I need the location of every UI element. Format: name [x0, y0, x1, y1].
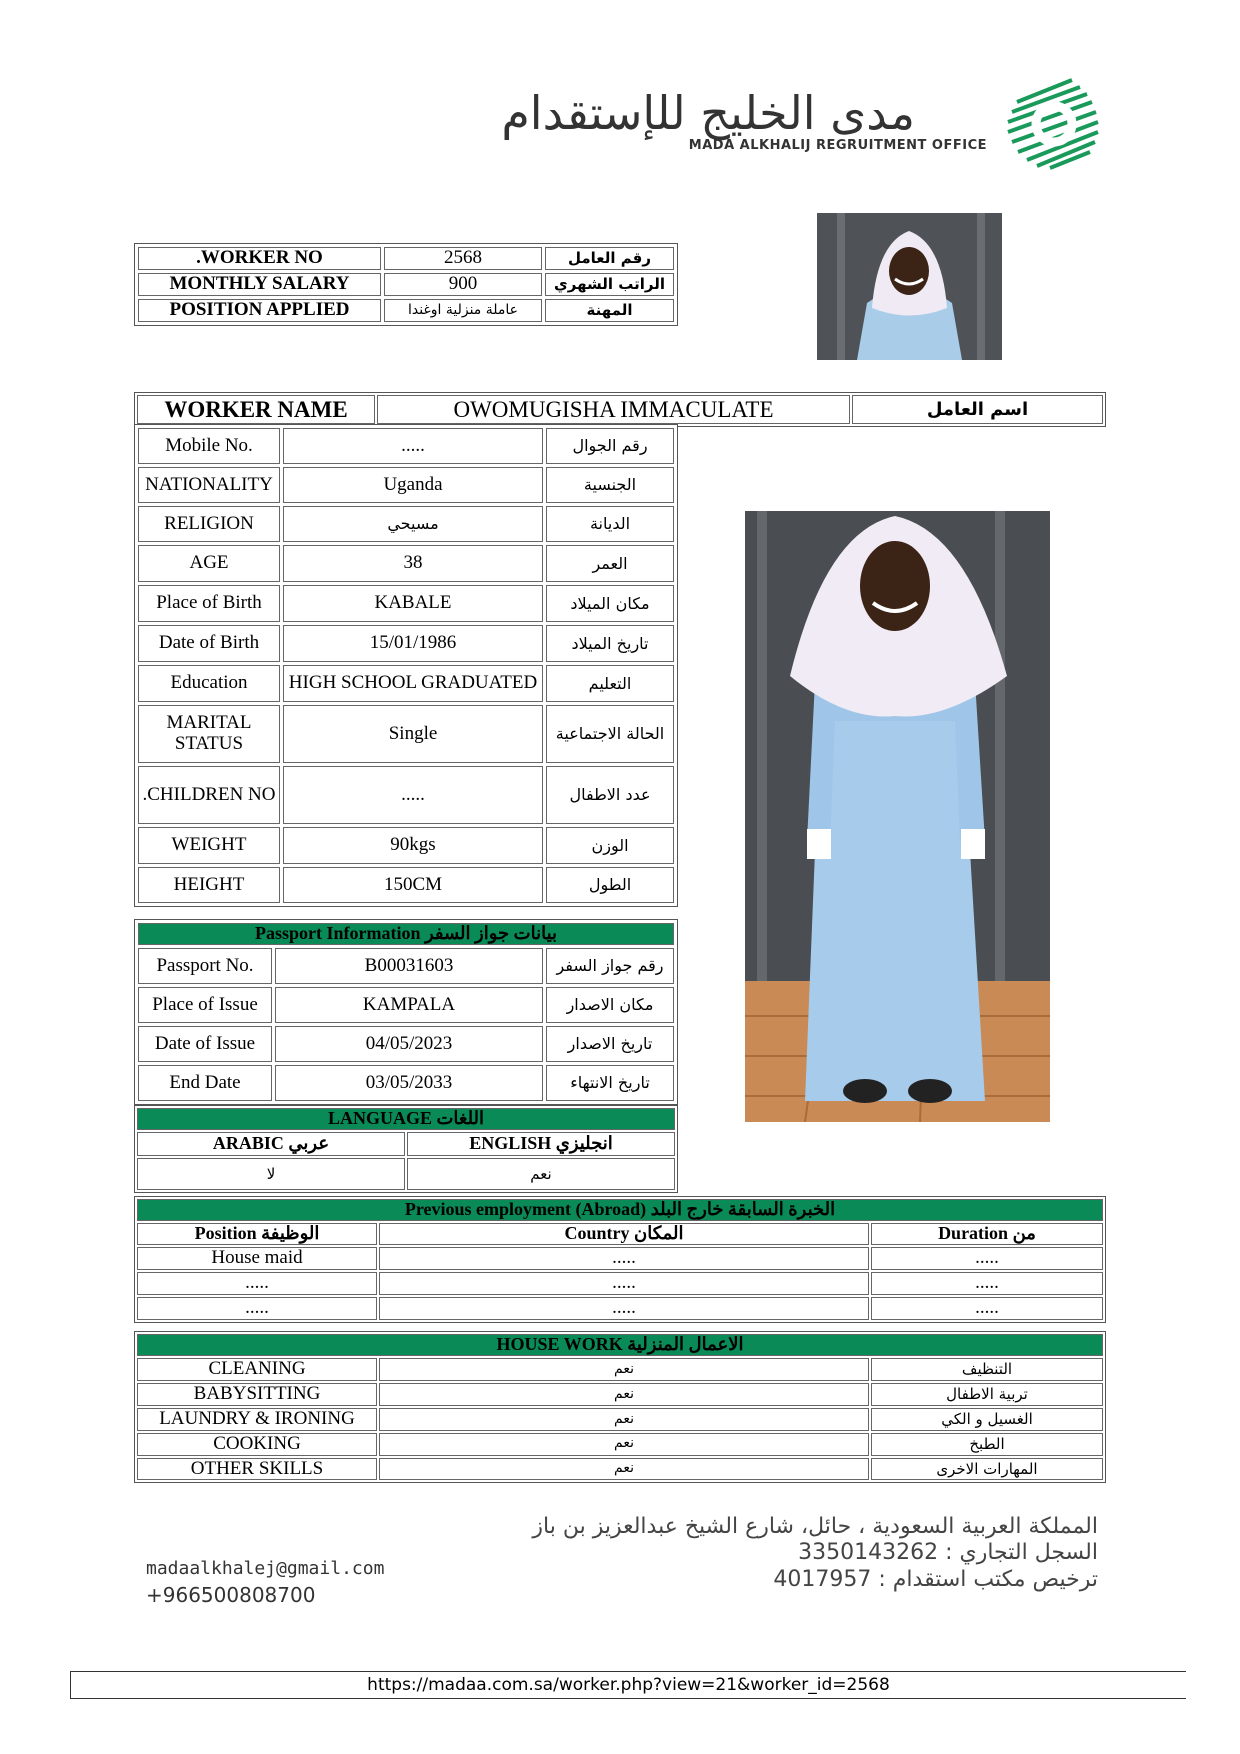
end-date-value: 03/05/2033	[275, 1065, 543, 1101]
employment-position: House maid	[137, 1247, 377, 1270]
height-label: HEIGHT	[138, 867, 280, 903]
table-row	[137, 1408, 1103, 1431]
age-value: 38	[283, 545, 543, 582]
employment-position: .....	[137, 1297, 377, 1320]
babysitting-label-ar: تربية الاطفال	[871, 1383, 1103, 1406]
marital-status-label-ar: الحالة الاجتماعية	[546, 705, 674, 763]
mobile-value: .....	[283, 428, 543, 464]
page-url[interactable]: https://madaa.com.sa/worker.php?view=21&worker_id=2568	[70, 1671, 1186, 1699]
worker-photo-small	[817, 213, 1002, 360]
license-line: ترخيص مكتب استقدام : 4017957	[773, 1566, 1098, 1592]
logo-english-text: MADA ALKHALIJ REGRUITMENT OFFICE	[688, 138, 987, 153]
cooking-label-ar: الطبخ	[871, 1433, 1103, 1456]
education-label-ar: التعليم	[546, 665, 674, 702]
footer-contact	[146, 1556, 384, 1609]
height-label-ar: الطول	[546, 867, 674, 903]
table-row	[137, 1358, 1103, 1381]
table-row	[137, 1458, 1103, 1481]
table-row	[138, 867, 674, 903]
babysitting-value: نعم	[379, 1383, 869, 1406]
table-row	[138, 625, 674, 662]
passport-section-header: Passport Information بيانات جواز السفر	[138, 923, 674, 945]
date-of-issue-label-ar: تاريخ الاصدار	[546, 1026, 674, 1062]
table-row	[137, 1199, 1103, 1221]
date-of-issue-label: Date of Issue	[138, 1026, 272, 1062]
worker-name-label: WORKER NAME	[137, 395, 375, 424]
employment-country: .....	[379, 1272, 869, 1295]
table-row	[138, 948, 674, 984]
table-row	[138, 987, 674, 1023]
table-row	[138, 923, 674, 945]
table-row	[137, 1433, 1103, 1456]
place-of-issue-label-ar: مكان الاصدار	[546, 987, 674, 1023]
details-table	[134, 424, 678, 907]
date-of-birth-label-ar: تاريخ الميلاد	[546, 625, 674, 662]
babysitting-label: BABYSITTING	[137, 1383, 377, 1406]
worker-no-label: .WORKER NO	[138, 247, 381, 270]
height-value: 150CM	[283, 867, 543, 903]
table-row	[138, 273, 674, 296]
arabic-language-value: لا	[137, 1158, 405, 1190]
marital-status-value: Single	[283, 705, 543, 763]
worker-photo-full	[745, 511, 1050, 1122]
arabic-language-label: ARABIC عربي	[137, 1132, 405, 1156]
email-text[interactable]: madaalkhalej@gmail.com	[146, 1558, 385, 1579]
employment-duration: .....	[871, 1272, 1103, 1295]
table-row	[137, 1108, 675, 1130]
nationality-label: NATIONALITY	[138, 467, 280, 503]
weight-label: WEIGHT	[138, 827, 280, 864]
table-row	[137, 395, 1103, 424]
table-row	[137, 1223, 1103, 1245]
laundry-ironing-label: LAUNDRY & IRONING	[137, 1408, 377, 1431]
other-skills-value: نعم	[379, 1458, 869, 1481]
english-language-value: نعم	[407, 1158, 675, 1190]
footer-address	[532, 1514, 1098, 1593]
monthly-salary-value: 900	[384, 273, 542, 296]
table-row	[138, 299, 674, 322]
housework-section-header: HOUSE WORK الاعمال المنزلية	[137, 1334, 1103, 1356]
worker-name-value: OWOMUGISHA IMMACULATE	[377, 395, 850, 424]
english-language-label: ENGLISH انجليزي	[407, 1132, 675, 1156]
table-row	[138, 585, 674, 622]
phone-text[interactable]: +966500808700	[146, 1583, 316, 1608]
cleaning-label: CLEANING	[137, 1358, 377, 1381]
position-column-header: Position الوظيفة	[137, 1223, 377, 1245]
employment-position: .....	[137, 1272, 377, 1295]
nationality-value: Uganda	[283, 467, 543, 503]
table-row	[137, 1297, 1103, 1320]
religion-label: RELIGION	[138, 506, 280, 542]
other-skills-label-ar: المهارات الاخرى	[871, 1458, 1103, 1481]
cleaning-label-ar: التنظيف	[871, 1358, 1103, 1381]
worker-name-label-ar: اسم العامل	[852, 395, 1103, 424]
place-of-issue-value: KAMPALA	[275, 987, 543, 1023]
end-date-label-ar: تاريخ الانتهاء	[546, 1065, 674, 1101]
other-skills-label: OTHER SKILLS	[137, 1458, 377, 1481]
monthly-salary-label-ar: الراتب الشهري	[545, 273, 674, 296]
table-row	[138, 665, 674, 702]
laundry-ironing-value: نعم	[379, 1408, 869, 1431]
date-of-issue-value: 04/05/2023	[275, 1026, 543, 1062]
worker-no-value: 2568	[384, 247, 542, 270]
date-of-birth-label: Date of Birth	[138, 625, 280, 662]
table-row	[138, 1065, 674, 1101]
table-row	[137, 1272, 1103, 1295]
table-row	[138, 247, 674, 270]
religion-label-ar: الديانة	[546, 506, 674, 542]
table-row	[138, 1026, 674, 1062]
employment-country: .....	[379, 1247, 869, 1270]
language-table	[134, 1105, 678, 1193]
table-row	[138, 545, 674, 582]
nationality-label-ar: الجنسية	[546, 467, 674, 503]
summary-table	[134, 243, 678, 326]
place-of-birth-value: KABALE	[283, 585, 543, 622]
table-row	[138, 506, 674, 542]
end-date-label: End Date	[138, 1065, 272, 1101]
education-value: HIGH SCHOOL GRADUATED	[283, 665, 543, 702]
age-label-ar: العمر	[546, 545, 674, 582]
employment-section-header: Previous employment (Abroad) الخبرة السابقة خارج البلد	[137, 1199, 1103, 1221]
employment-duration: .....	[871, 1247, 1103, 1270]
place-of-birth-label-ar: مكان الميلاد	[546, 585, 674, 622]
mobile-label-ar: رقم الجوال	[546, 428, 674, 464]
table-row	[138, 705, 674, 763]
worker-name-table	[134, 392, 1106, 427]
place-of-issue-label: Place of Issue	[138, 987, 272, 1023]
religion-value: مسيحي	[283, 506, 543, 542]
table-row	[138, 827, 674, 864]
passport-no-value: B00031603	[275, 948, 543, 984]
passport-no-label-ar: رقم جواز السفر	[546, 948, 674, 984]
place-of-birth-label: Place of Birth	[138, 585, 280, 622]
age-label: AGE	[138, 545, 280, 582]
logo-arabic-text: مدى الخليج للإستقدام	[501, 86, 915, 140]
employment-country: .....	[379, 1297, 869, 1320]
date-of-birth-value: 15/01/1986	[283, 625, 543, 662]
table-row	[138, 467, 674, 503]
table-row	[138, 428, 674, 464]
commercial-register-line: السجل التجاري : 3350143262	[798, 1540, 1098, 1566]
address-line: المملكة العربية السعودية ، حائل، شارع الشيخ عبدالعزيز بن باز	[532, 1514, 1098, 1539]
country-column-header: Country المكان	[379, 1223, 869, 1245]
cooking-label: COOKING	[137, 1433, 377, 1456]
position-applied-label: POSITION APPLIED	[138, 299, 381, 322]
cleaning-value: نعم	[379, 1358, 869, 1381]
table-row	[137, 1247, 1103, 1270]
position-applied-label-ar: المهنة	[545, 299, 674, 322]
language-section-header: LANGUAGE اللغات	[137, 1108, 675, 1130]
worker-no-label-ar: رقم العامل	[545, 247, 674, 270]
employment-table	[134, 1196, 1106, 1323]
employment-duration: .....	[871, 1297, 1103, 1320]
duration-column-header: Duration من	[871, 1223, 1103, 1245]
children-no-label: .CHILDREN NO	[138, 766, 280, 824]
housework-table	[134, 1331, 1106, 1483]
laundry-ironing-label-ar: الغسيل و الكي	[871, 1408, 1103, 1431]
weight-label-ar: الوزن	[546, 827, 674, 864]
passport-no-label: Passport No.	[138, 948, 272, 984]
position-applied-value: عاملة منزلية اوغندا	[384, 299, 542, 322]
weight-value: 90kgs	[283, 827, 543, 864]
children-no-label-ar: عدد الاطفال	[546, 766, 674, 824]
table-row	[137, 1132, 675, 1156]
table-row	[137, 1158, 675, 1190]
table-row	[137, 1334, 1103, 1356]
table-row	[138, 766, 674, 824]
table-row	[137, 1383, 1103, 1406]
cooking-value: نعم	[379, 1433, 869, 1456]
mobile-label: Mobile No.	[138, 428, 280, 464]
marital-status-label: MARITAL STATUS	[138, 705, 280, 763]
passport-table	[134, 919, 678, 1105]
company-logo-icon	[1002, 72, 1112, 172]
children-no-value: .....	[283, 766, 543, 824]
education-label: Education	[138, 665, 280, 702]
monthly-salary-label: MONTHLY SALARY	[138, 273, 381, 296]
